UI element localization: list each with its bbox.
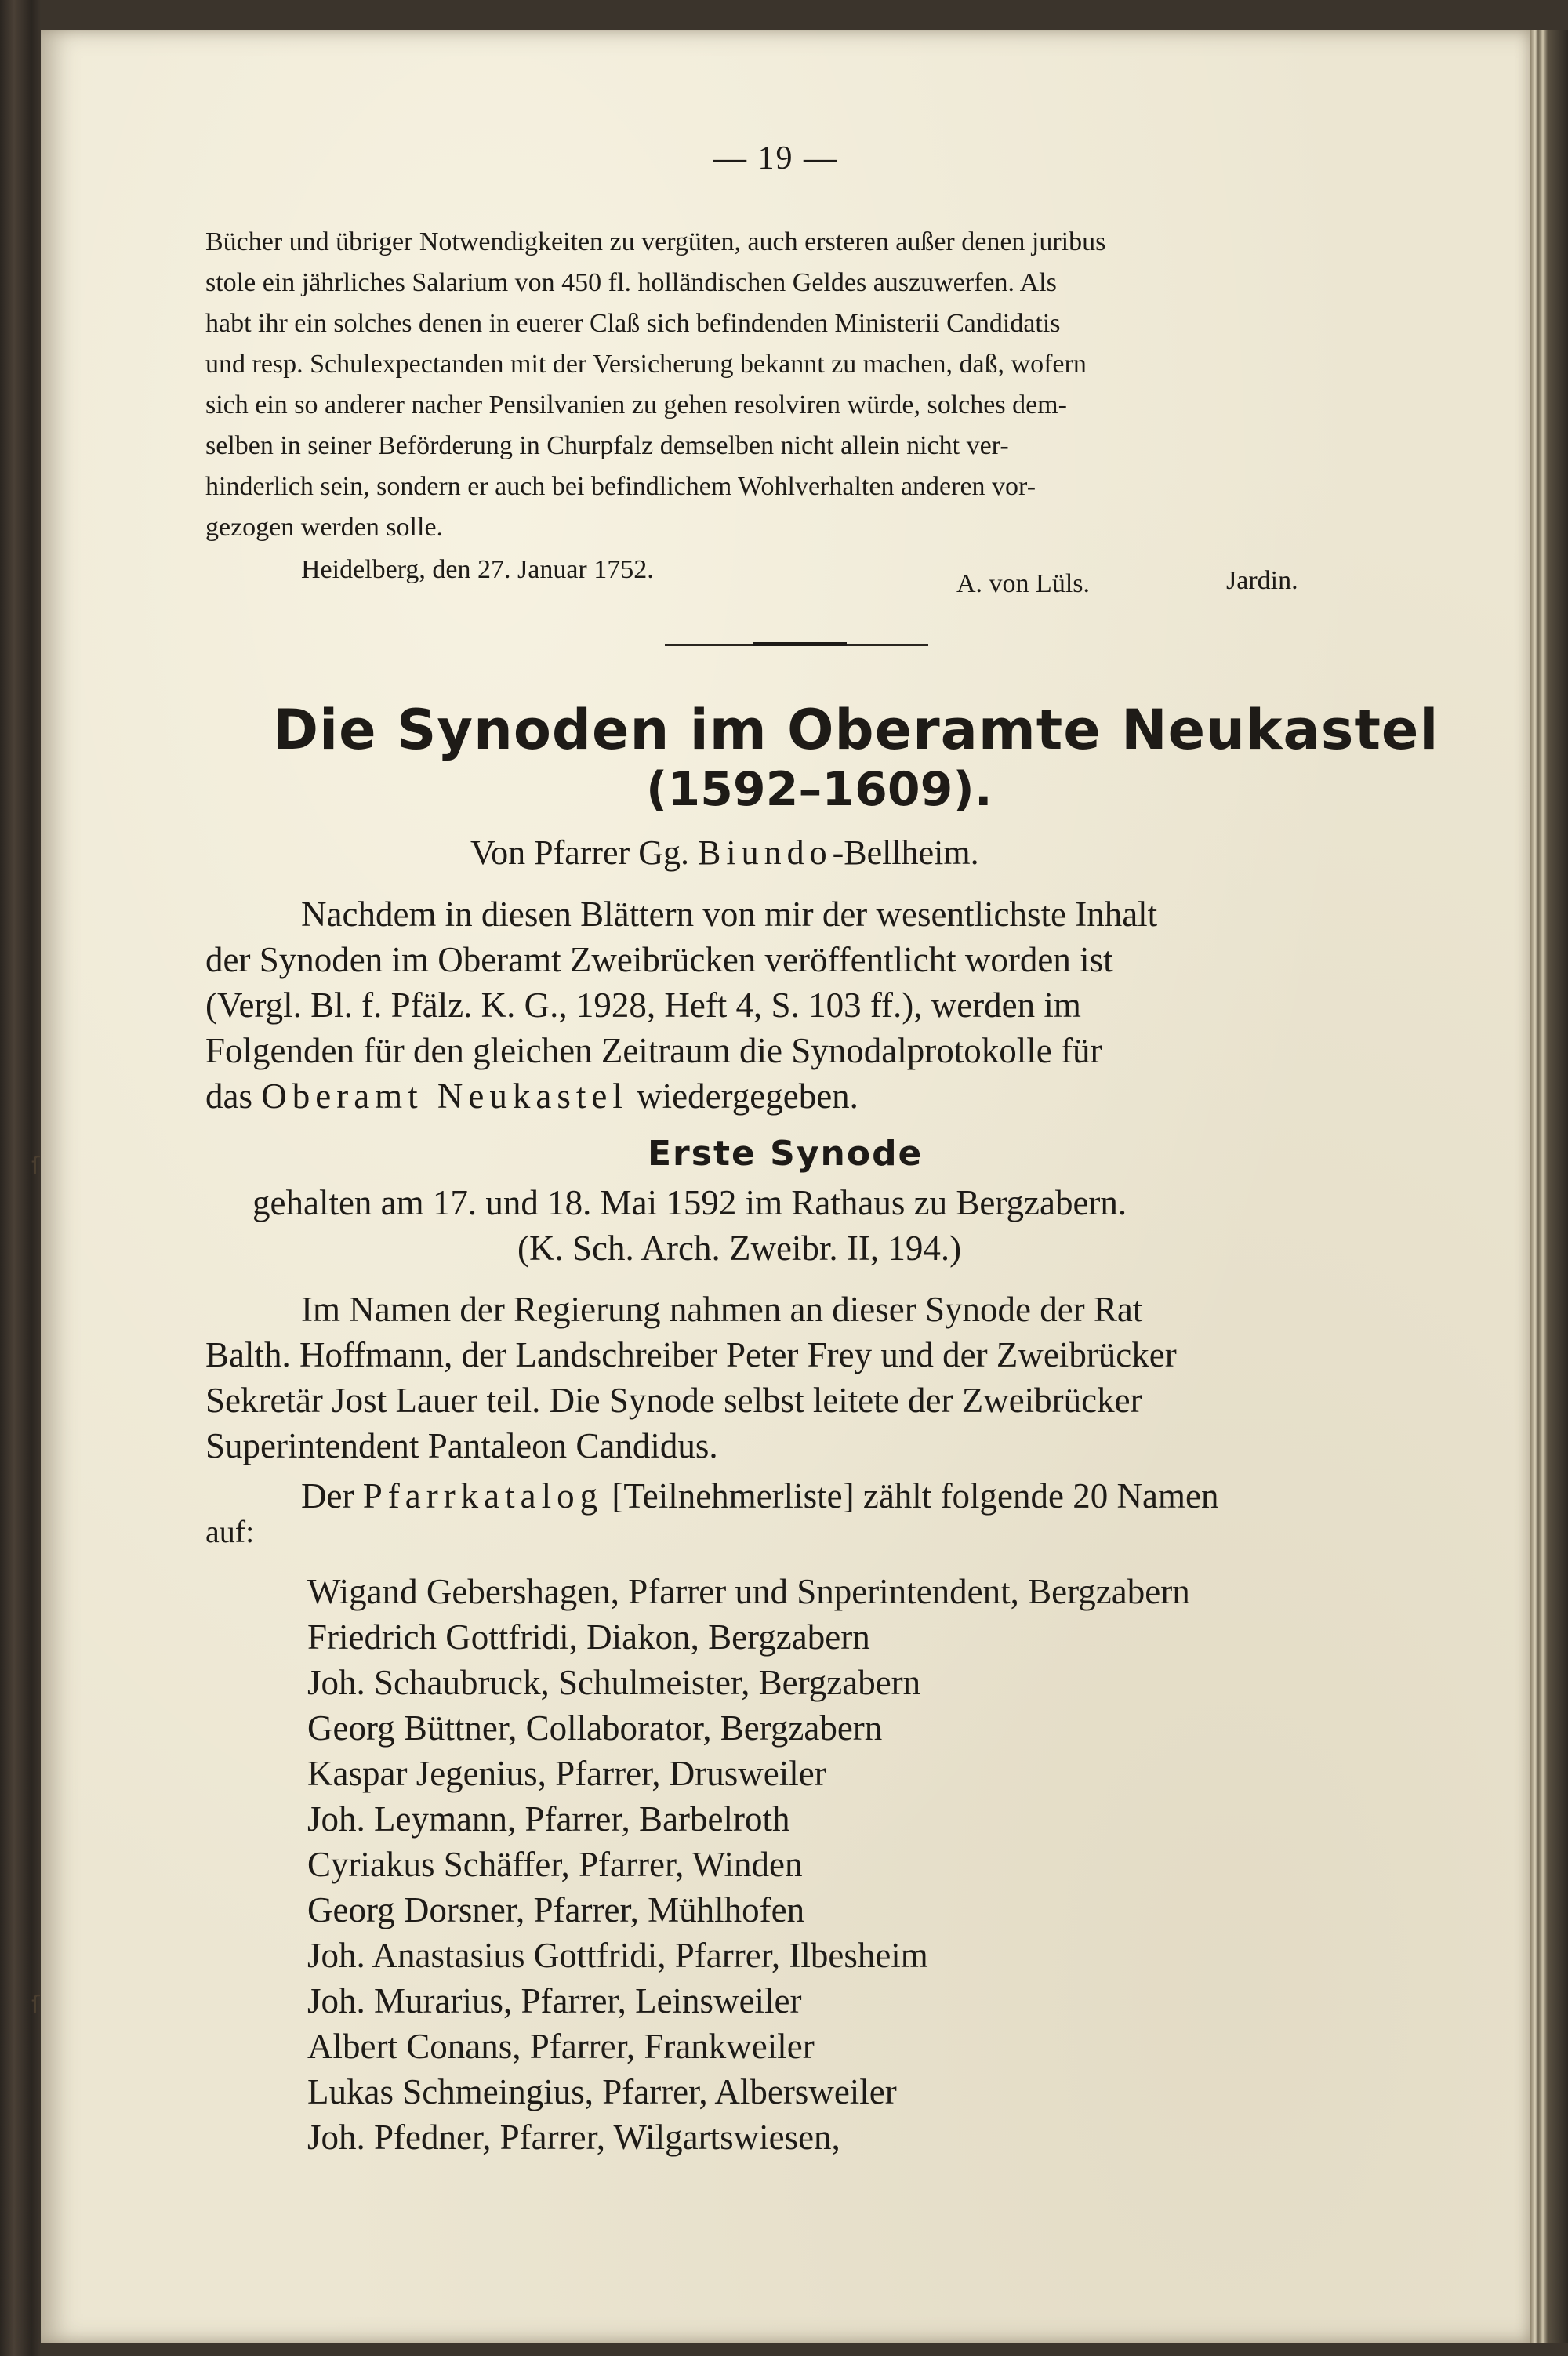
katalog-suffix: [Teilnehmerliste] zählt folgende 20 Namen — [612, 1476, 1219, 1516]
signature-name: A. von Lüls. — [956, 569, 1090, 598]
katalog-line — [301, 1476, 1218, 1516]
letter-line: stole ein jährliches Salarium von 450 fl. holländischen Geldes auszuwerfen. Als — [205, 268, 1057, 297]
signature-name: Jardin. — [1226, 566, 1298, 595]
participant-name: Joh. Pfedner, Pfarrer, Wilgartswiesen, — [307, 2118, 840, 2157]
letter-line: sich ein so anderer nacher Pensilvanien zu gehen resolviren würde, solches dem- — [205, 390, 1067, 419]
participant-name: Joh. Leymann, Pfarrer, Barbelroth — [307, 1799, 790, 1839]
author-prefix: Von Pfarrer Gg. — [470, 833, 690, 872]
intro-line: (Vergl. Bl. f. Pfälz. K. G., 1928, Heft 4, S. 103 ff.), werden im — [205, 986, 1081, 1025]
participant-name: Joh. Murarius, Pfarrer, Leinsweiler — [307, 1981, 802, 2020]
intro-line: Folgenden für den gleichen Zeitraum die Synodalprotokolle für — [205, 1031, 1102, 1070]
participant-name: Cyriakus Schäffer, Pfarrer, Winden — [307, 1845, 803, 1884]
katalog-spaced: Pfarrkatalog — [362, 1476, 604, 1516]
participant-name: Friedrich Gottfridi, Diakon, Bergzabern — [307, 1617, 870, 1657]
page-stack-edge — [1530, 30, 1568, 2343]
letter-line: Bücher und übriger Notwendigkeiten zu vergüten, auch ersteren außer denen juribus — [205, 227, 1106, 256]
regierung-line: Sekretär Jost Lauer teil. Die Synode selbst leitete der Zweibrücker — [205, 1381, 1142, 1420]
participant-name: Georg Büttner, Collaborator, Bergzabern — [307, 1708, 883, 1748]
regierung-line: Superintendent Pantaleon Candidus. — [205, 1426, 718, 1465]
katalog-prefix: Der — [301, 1476, 354, 1516]
letter-line: gezogen werden solle. — [205, 513, 444, 542]
letter-line: hinderlich sein, sondern er auch bei befindlichem Wohlverhalten anderen vor- — [205, 472, 1036, 501]
held-line: gehalten am 17. und 18. Mai 1592 im Rathaus zu Bergzabern. — [252, 1183, 1127, 1222]
source-line: (K. Sch. Arch. Zweibr. II, 194.) — [517, 1229, 962, 1268]
author-name: Biundo — [698, 833, 833, 872]
participant-name: Joh. Anastasius Gottfridi, Pfarrer, Ilbesheim — [307, 1936, 928, 1975]
participant-name: Georg Dorsner, Pfarrer, Mühlhofen — [307, 1890, 805, 1929]
participant-name: Wigand Gebershagen, Pfarrer und Snperintendent, Bergzabern — [307, 1572, 1190, 1611]
regierung-line: Im Namen der Regierung nahmen an dieser Synode der Rat — [301, 1290, 1143, 1329]
margin-pencil-mark: ſ — [31, 1153, 40, 1180]
author-suffix: -Bellheim. — [832, 833, 979, 872]
signature-place-date: Heidelberg, den 27. Januar 1752. — [301, 555, 654, 584]
intro-last-spaced: Oberamt Neukastel — [261, 1076, 628, 1116]
margin-pencil-mark: ſ — [31, 1991, 40, 2019]
participant-name: Lukas Schmeingius, Pfarrer, Albersweiler — [307, 2072, 897, 2111]
separator-rule-accent — [753, 642, 847, 646]
intro-line: der Synoden im Oberamt Zweibrücken veröffentlicht worden ist — [205, 940, 1113, 979]
letter-line: und resp. Schulexpectanden mit der Versicherung bekannt zu machen, daß, wofern — [205, 350, 1087, 379]
participant-name: Kaspar Jegenius, Pfarrer, Drusweiler — [307, 1754, 826, 1793]
intro-last-prefix: das — [205, 1076, 252, 1116]
intro-last-suffix: wiedergegeben. — [637, 1076, 858, 1116]
article-author — [470, 833, 979, 873]
article-years: (1592–1609). — [646, 762, 993, 817]
participant-name: Albert Conans, Pfarrer, Frankweiler — [307, 2027, 815, 2066]
letter-line: selben in seiner Beförderung in Churpfalz demselben nicht allein nicht ver- — [205, 431, 1009, 460]
regierung-line: Balth. Hoffmann, der Landschreiber Peter Frey und der Zweibrücker — [205, 1335, 1177, 1374]
participant-name: Joh. Schaubruck, Schulmeister, Bergzabern — [307, 1663, 921, 1702]
article-title: Die Synoden im Oberamte Neukastel — [273, 698, 1439, 762]
page-number: — 19 — — [713, 140, 838, 176]
section-heading: Erste Synode — [648, 1134, 924, 1174]
auf-label: auf: — [205, 1514, 255, 1549]
intro-last-line — [205, 1076, 858, 1116]
letter-line: habt ihr ein solches denen in euerer Claß sich befindenden Ministerii Candidatis — [205, 309, 1061, 338]
intro-line: Nachdem in diesen Blättern von mir der wesentlichste Inhalt — [301, 895, 1158, 934]
